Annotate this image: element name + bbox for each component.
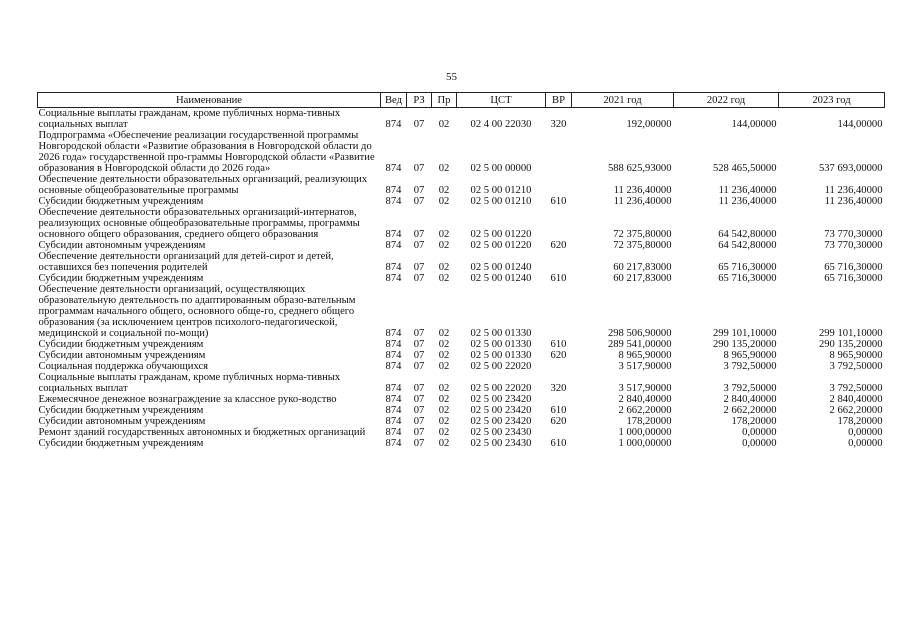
row-name: Социальные выплаты гражданам, кроме публичных норма-тивных социальных выплат xyxy=(38,108,341,130)
row-cst: 02 5 00 23420 xyxy=(470,416,532,427)
row-amount-2021: 1 000,00000 xyxy=(618,438,672,449)
row-ved: 874 xyxy=(385,405,402,416)
row-amount-2021: 60 217,83000 xyxy=(613,262,672,273)
page-number: 55 xyxy=(446,71,457,83)
header-rz: РЗ xyxy=(407,93,432,108)
row-cst: 02 5 00 00000 xyxy=(470,163,532,174)
row-amount-2021: 3 517,90000 xyxy=(618,361,672,372)
row-ved: 874 xyxy=(385,416,402,427)
row-pr: 02 xyxy=(438,438,450,449)
row-amount-2023: 290 135,20000 xyxy=(818,339,883,350)
table-row xyxy=(38,251,885,273)
row-vr xyxy=(546,284,572,339)
header-row xyxy=(38,93,885,108)
row-cst: 02 5 00 22020 xyxy=(470,383,532,394)
row-amount-2023: 299 101,10000 xyxy=(818,328,883,339)
header-ved: Вед xyxy=(381,93,407,108)
row-amount-2021: 72 375,80000 xyxy=(613,229,672,240)
row-vr: 320 xyxy=(550,383,567,394)
table-row xyxy=(38,240,885,251)
row-amount-2023: 3 792,50000 xyxy=(829,361,883,372)
row-amount-2022: 2 662,20000 xyxy=(723,405,777,416)
row-pr: 02 xyxy=(438,405,450,416)
row-name: Субсидии бюджетным учреждениям xyxy=(38,273,204,284)
row-cst: 02 5 00 01330 xyxy=(470,350,532,361)
row-cst: 02 5 00 23430 xyxy=(470,438,532,449)
row-amount-2022: 178,20000 xyxy=(731,416,777,427)
row-amount-2023: 73 770,30000 xyxy=(824,229,883,240)
row-amount-2021: 588 625,93000 xyxy=(607,163,672,174)
row-vr: 620 xyxy=(550,416,567,427)
row-amount-2021: 192,00000 xyxy=(626,119,672,130)
row-pr: 02 xyxy=(438,196,450,207)
row-cst: 02 5 00 23430 xyxy=(470,427,532,438)
row-amount-2022: 11 236,40000 xyxy=(718,196,777,207)
row-rz: 07 xyxy=(413,339,425,350)
row-rz: 07 xyxy=(413,394,425,405)
table-row xyxy=(38,207,885,240)
row-amount-2023: 2 662,20000 xyxy=(829,405,883,416)
row-ved: 874 xyxy=(385,119,402,130)
row-name: Субсидии бюджетным учреждениям xyxy=(38,405,204,416)
row-amount-2021: 289 541,00000 xyxy=(607,339,672,350)
row-name: Субсидии автономным учреждениям xyxy=(38,240,206,251)
row-pr: 02 xyxy=(438,339,450,350)
row-amount-2022: 65 716,30000 xyxy=(718,273,777,284)
row-amount-2021: 298 506,90000 xyxy=(607,328,672,339)
row-amount-2023: 11 236,40000 xyxy=(824,196,883,207)
row-amount-2023: 2 840,40000 xyxy=(829,394,883,405)
row-amount-2023: 144,00000 xyxy=(837,119,883,130)
table-row xyxy=(38,405,885,416)
row-rz: 07 xyxy=(413,405,425,416)
row-pr: 02 xyxy=(438,273,450,284)
header-cst: ЦСТ xyxy=(457,93,546,108)
table-row xyxy=(38,196,885,207)
row-rz: 07 xyxy=(413,229,425,240)
row-cst: 02 5 00 01220 xyxy=(470,240,532,251)
table-row xyxy=(38,273,885,284)
row-name: Ремонт зданий государственных автономных и бюджетных организаций xyxy=(38,427,366,438)
row-amount-2023: 8 965,90000 xyxy=(829,350,883,361)
row-vr: 610 xyxy=(550,196,567,207)
row-rz: 07 xyxy=(413,416,425,427)
table-row xyxy=(38,339,885,350)
row-vr: 320 xyxy=(550,119,567,130)
row-amount-2021: 11 236,40000 xyxy=(613,185,672,196)
row-ved: 874 xyxy=(385,383,402,394)
row-rz: 07 xyxy=(413,328,425,339)
row-ved: 874 xyxy=(385,240,402,251)
budget-table xyxy=(37,92,885,449)
row-name: Ежемесячное денежное вознаграждение за классное руко-водство xyxy=(38,394,337,405)
row-rz: 07 xyxy=(413,240,425,251)
header-name: Наименование xyxy=(38,93,381,108)
row-ved: 874 xyxy=(385,394,402,405)
row-pr: 02 xyxy=(438,427,450,438)
row-cst: 02 5 00 23420 xyxy=(470,394,532,405)
row-amount-2023: 11 236,40000 xyxy=(824,185,883,196)
row-amount-2022: 3 792,50000 xyxy=(723,361,777,372)
row-vr: 610 xyxy=(550,339,567,350)
row-amount-2021: 2 662,20000 xyxy=(618,405,672,416)
table-row xyxy=(38,394,885,405)
row-rz: 07 xyxy=(413,361,425,372)
row-name: Субсидии бюджетным учреждениям xyxy=(38,339,204,350)
row-amount-2022: 290 135,20000 xyxy=(712,339,777,350)
row-ved: 874 xyxy=(385,427,402,438)
row-pr: 02 xyxy=(438,361,450,372)
row-amount-2021: 72 375,80000 xyxy=(613,240,672,251)
row-ved: 874 xyxy=(385,361,402,372)
row-vr: 620 xyxy=(550,350,567,361)
table-row xyxy=(38,438,885,449)
row-ved: 874 xyxy=(385,339,402,350)
row-vr: 610 xyxy=(550,273,567,284)
row-pr: 02 xyxy=(438,163,450,174)
row-vr xyxy=(546,394,572,405)
row-pr: 02 xyxy=(438,240,450,251)
row-ved: 874 xyxy=(385,185,402,196)
table-row xyxy=(38,174,885,196)
row-amount-2021: 11 236,40000 xyxy=(613,196,672,207)
row-ved: 874 xyxy=(385,438,402,449)
table-row xyxy=(38,361,885,372)
row-cst: 02 5 00 22020 xyxy=(470,361,532,372)
row-rz: 07 xyxy=(413,196,425,207)
row-amount-2022: 0,00000 xyxy=(742,427,777,438)
row-vr xyxy=(546,427,572,438)
table-row xyxy=(38,427,885,438)
row-amount-2021: 3 517,90000 xyxy=(618,383,672,394)
row-amount-2022: 64 542,80000 xyxy=(718,229,777,240)
row-amount-2023: 73 770,30000 xyxy=(824,240,883,251)
row-pr: 02 xyxy=(438,328,450,339)
row-ved: 874 xyxy=(385,196,402,207)
row-amount-2022: 299 101,10000 xyxy=(712,328,777,339)
row-vr xyxy=(546,130,572,174)
row-amount-2022: 2 840,40000 xyxy=(723,394,777,405)
row-amount-2023: 0,00000 xyxy=(848,438,883,449)
table-row xyxy=(38,350,885,361)
row-cst: 02 5 00 01330 xyxy=(470,339,532,350)
row-rz: 07 xyxy=(413,383,425,394)
row-vr xyxy=(546,251,572,273)
row-amount-2022: 0,00000 xyxy=(742,438,777,449)
row-pr: 02 xyxy=(438,119,450,130)
row-rz: 07 xyxy=(413,262,425,273)
row-amount-2021: 2 840,40000 xyxy=(618,394,672,405)
row-vr xyxy=(546,361,572,372)
row-pr: 02 xyxy=(438,350,450,361)
row-vr xyxy=(546,207,572,240)
row-cst: 02 5 00 01210 xyxy=(470,196,532,207)
row-cst: 02 5 00 01330 xyxy=(470,328,532,339)
row-amount-2022: 64 542,80000 xyxy=(718,240,777,251)
row-name: Субсидии автономным учреждениям xyxy=(38,350,206,361)
row-amount-2022: 65 716,30000 xyxy=(718,262,777,273)
row-amount-2023: 3 792,50000 xyxy=(829,383,883,394)
row-rz: 07 xyxy=(413,273,425,284)
row-name: Обеспечение деятельности образовательных организаций-интернатов, реализующих основные общеобразовательные программы, программы основного общего образования, среднего общего образования xyxy=(38,207,360,240)
row-pr: 02 xyxy=(438,394,450,405)
row-ved: 874 xyxy=(385,229,402,240)
row-name: Субсидии бюджетным учреждениям xyxy=(38,196,204,207)
row-amount-2023: 178,20000 xyxy=(837,416,883,427)
row-amount-2022: 11 236,40000 xyxy=(718,185,777,196)
row-ved: 874 xyxy=(385,273,402,284)
row-amount-2023: 537 693,00000 xyxy=(818,163,883,174)
row-amount-2022: 8 965,90000 xyxy=(723,350,777,361)
header-2022: 2022 год xyxy=(674,93,779,108)
row-name: Подпрограмма «Обеспечение реализации государственной программы Новгородской области «Развитие образования в Новгородской области до 2026 года» государственной про-граммы Новгородской области «Развитие образования в Новгородской области до 2026 года» xyxy=(38,130,375,174)
header-vr: ВР xyxy=(546,93,572,108)
row-amount-2021: 178,20000 xyxy=(626,416,672,427)
table-row xyxy=(38,416,885,427)
header-2023: 2023 год xyxy=(779,93,885,108)
row-name: Субсидии автономным учреждениям xyxy=(38,416,206,427)
row-name: Социальные выплаты гражданам, кроме публичных норма-тивных социальных выплат xyxy=(38,372,341,394)
row-rz: 07 xyxy=(413,350,425,361)
row-cst: 02 4 00 22030 xyxy=(470,119,532,130)
row-amount-2022: 144,00000 xyxy=(731,119,777,130)
row-vr: 610 xyxy=(550,438,567,449)
row-ved: 874 xyxy=(385,328,402,339)
row-cst: 02 5 00 01210 xyxy=(470,185,532,196)
row-amount-2022: 528 465,50000 xyxy=(712,163,777,174)
row-pr: 02 xyxy=(438,185,450,196)
row-ved: 874 xyxy=(385,262,402,273)
row-rz: 07 xyxy=(413,119,425,130)
row-cst: 02 5 00 01240 xyxy=(470,273,532,284)
row-name: Субсидии бюджетным учреждениям xyxy=(38,438,204,449)
row-pr: 02 xyxy=(438,262,450,273)
row-amount-2023: 65 716,30000 xyxy=(824,262,883,273)
row-rz: 07 xyxy=(413,438,425,449)
table-row xyxy=(38,372,885,394)
row-amount-2023: 65 716,30000 xyxy=(824,273,883,284)
row-cst: 02 5 00 23420 xyxy=(470,405,532,416)
row-amount-2021: 8 965,90000 xyxy=(618,350,672,361)
row-vr: 620 xyxy=(550,240,567,251)
row-vr xyxy=(546,174,572,196)
row-name: Обеспечение деятельности организаций для детей-сирот и детей, оставшихся без попечения родителей xyxy=(38,251,334,273)
header-2021: 2021 год xyxy=(572,93,674,108)
row-ved: 874 xyxy=(385,163,402,174)
row-vr: 610 xyxy=(550,405,567,416)
row-amount-2021: 1 000,00000 xyxy=(618,427,672,438)
row-pr: 02 xyxy=(438,229,450,240)
row-pr: 02 xyxy=(438,383,450,394)
table-row xyxy=(38,130,885,174)
row-cst: 02 5 00 01220 xyxy=(470,229,532,240)
row-cst: 02 5 00 01240 xyxy=(470,262,532,273)
table-row xyxy=(38,284,885,339)
row-rz: 07 xyxy=(413,427,425,438)
row-name: Обеспечение деятельности образовательных организаций, реализующих основные общеобразовательные программы xyxy=(38,174,368,196)
row-name: Обеспечение деятельности организаций, осуществляющих образовательную деятельность по адаптированным образо-вательным программам начального общего, основного обще-го, среднего общего образования (за исключением центров психолого-педагогической, медицинской и социальной по-мощи) xyxy=(38,284,356,339)
row-amount-2021: 60 217,83000 xyxy=(613,273,672,284)
row-amount-2023: 0,00000 xyxy=(848,427,883,438)
row-ved: 874 xyxy=(385,350,402,361)
row-name: Социальная поддержка обучающихся xyxy=(38,361,209,372)
row-pr: 02 xyxy=(438,416,450,427)
table-row xyxy=(38,108,885,131)
row-amount-2022: 3 792,50000 xyxy=(723,383,777,394)
header-pr: Пр xyxy=(432,93,457,108)
row-rz: 07 xyxy=(413,163,425,174)
row-rz: 07 xyxy=(413,185,425,196)
